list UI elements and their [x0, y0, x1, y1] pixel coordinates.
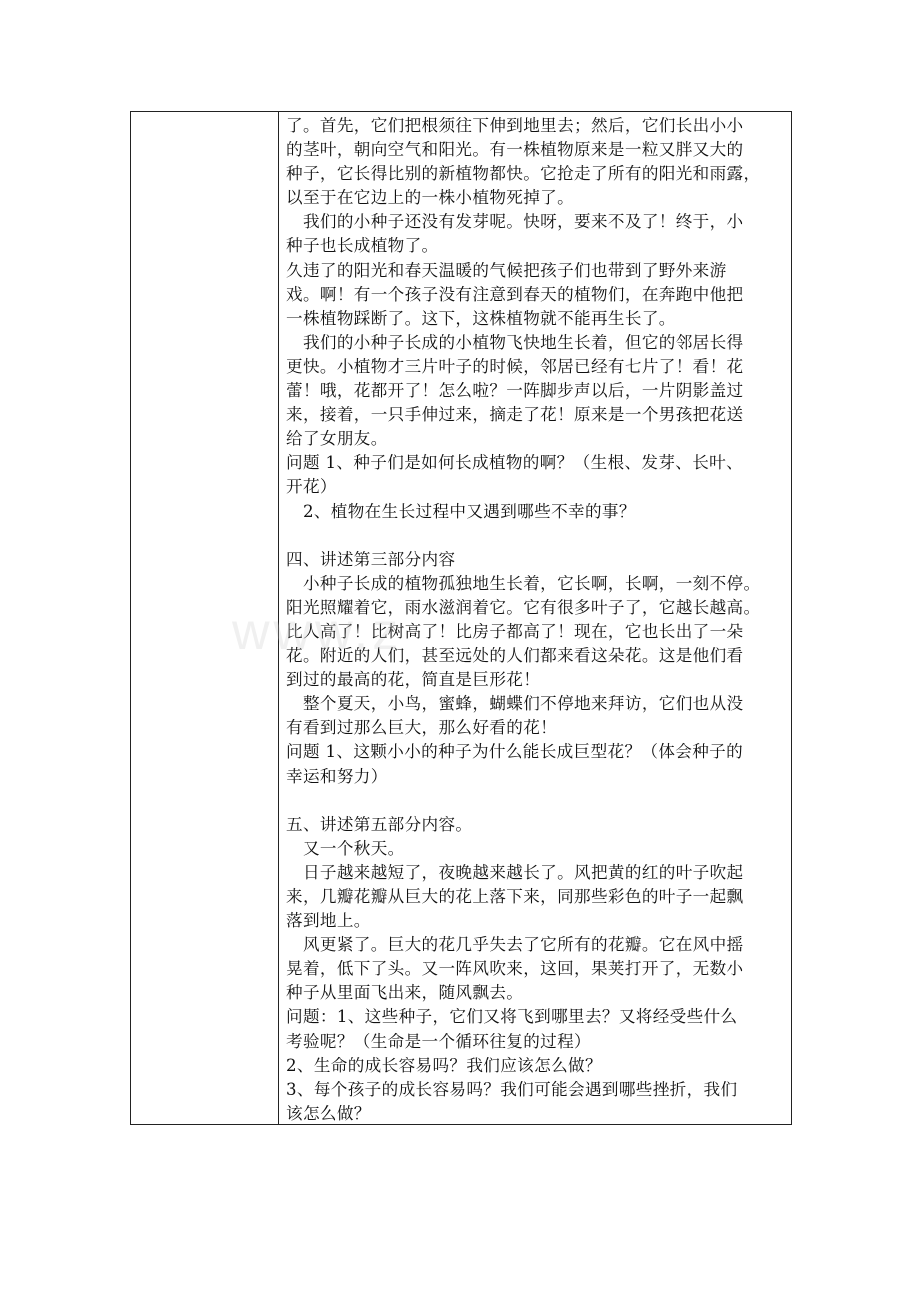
text-line: 晃着，低下了头。又一阵风吹来，这回，果荚打开了，无数小 — [286, 959, 744, 979]
text-line: 蕾！哦，花都开了！怎么啦？一阵脚步声以后，一片阴影盖过 — [286, 381, 744, 401]
text-line: 考验呢？（生命是一个循环往复的过程） — [286, 1031, 591, 1051]
text-line: 问题 1、种子们是如何长成植物的啊？（生根、发芽、长叶、 — [286, 453, 744, 473]
text-line: 整个夏天，小鸟，蜜蜂，蝴蝶们不停地来拜访，它们也从没 — [286, 694, 744, 714]
text-line: 又一个秋天。 — [286, 838, 405, 858]
blank-line — [286, 789, 785, 813]
table-left-cell — [131, 112, 279, 1124]
text-line: 阳光照耀着它，雨水滋润着它。它有很多叶子了，它越长越高。 — [286, 597, 761, 617]
text-line: 有看到过那么巨大，那么好看的花！ — [286, 718, 558, 738]
text-line: 落到地上。 — [286, 911, 371, 931]
text-line: 我们的小种子长成的小植物飞快地生长着，但它的邻居长得 — [286, 332, 744, 352]
text-line: 戏。啊！有一个孩子没有注意到春天的植物们，在奔跑中他把 — [286, 284, 744, 304]
lesson-table — [130, 111, 792, 1125]
blank-line — [286, 524, 785, 548]
text-line: 种子从里面飞出来，随风飘去。 — [286, 983, 524, 1003]
text-line: 问题：1、这些种子，它们又将飞到哪里去？又将经受些什么 — [286, 1007, 738, 1027]
text-line: 花。附近的人们，甚至远处的人们都来看这朵花。这是他们看 — [286, 646, 744, 666]
text-line: 一株植物踩断了。这下，这株植物就不能再生长了。 — [286, 308, 676, 328]
text-line: 问题 1、这颗小小的种子为什么能长成巨型花？（体会种子的 — [286, 742, 744, 762]
text-line: 以至于在它边上的一株小植物死掉了。 — [286, 188, 575, 208]
text-line: 幸运和努力） — [286, 766, 388, 786]
text-line: 的茎叶，朝向空气和阳光。有一株植物原来是一粒又胖又大的 — [286, 140, 744, 160]
text-line: 开花） — [286, 477, 337, 497]
text-line: 2、生命的成长容易吗？我们应该怎么做？ — [286, 1055, 602, 1075]
text-line: 小种子长成的植物孤独地生长着，它长啊，长啊，一刻不停。 — [286, 573, 761, 593]
text-line: 来，接着，一只手伸过来，摘走了花！原来是一个男孩把花送 — [286, 405, 744, 425]
text-line: 四、讲述第三部分内容 — [286, 549, 456, 569]
text-line: 3、每个孩子的成长容易吗？我们可能会遇到哪些挫折，我们 — [286, 1079, 738, 1099]
text-line: 了。首先，它们把根须往下伸到地里去；然后，它们长出小小 — [286, 116, 744, 135]
text-line: 2、植物在生长过程中又遇到哪些不幸的事？ — [286, 501, 636, 521]
text-line: 日子越来越短了，夜晚越来越长了。风把黄的红的叶子吹起 — [286, 862, 744, 882]
text-line: 种子，它长得比别的新植物都快。它抢走了所有的阳光和雨露， — [286, 164, 761, 184]
text-line: 种子也长成植物了。 — [286, 236, 439, 256]
text-line: 来，几瓣花瓣从巨大的花上落下来，同那些彩色的叶子一起飘 — [286, 887, 744, 906]
text-line: 久违了的阳光和春天温暖的气候把孩子们也带到了野外来游 — [286, 260, 727, 280]
watermark-text: www.z — [232, 603, 403, 661]
text-line: 该怎么做？ — [286, 1103, 371, 1123]
table-content-cell — [279, 112, 791, 1124]
text-line: 给了女朋友。 — [286, 429, 388, 449]
text-line: 到过的最高的花，简直是巨形花！ — [286, 670, 541, 690]
text-line: 比人高了！比树高了！比房子都高了！现在，它也长出了一朵 — [286, 621, 744, 641]
text-line: 更快。小植物才三片叶子的时候，邻居已经有七片了！看！花 — [286, 356, 744, 376]
text-line: 风更紧了。巨大的花几乎失去了它所有的花瓣。它在风中摇 — [286, 935, 744, 955]
text-line: 我们的小种子还没有发芽呢。快呀，要来不及了！终于，小 — [286, 212, 744, 232]
text-line: 五、讲述第五部分内容。 — [286, 814, 473, 834]
